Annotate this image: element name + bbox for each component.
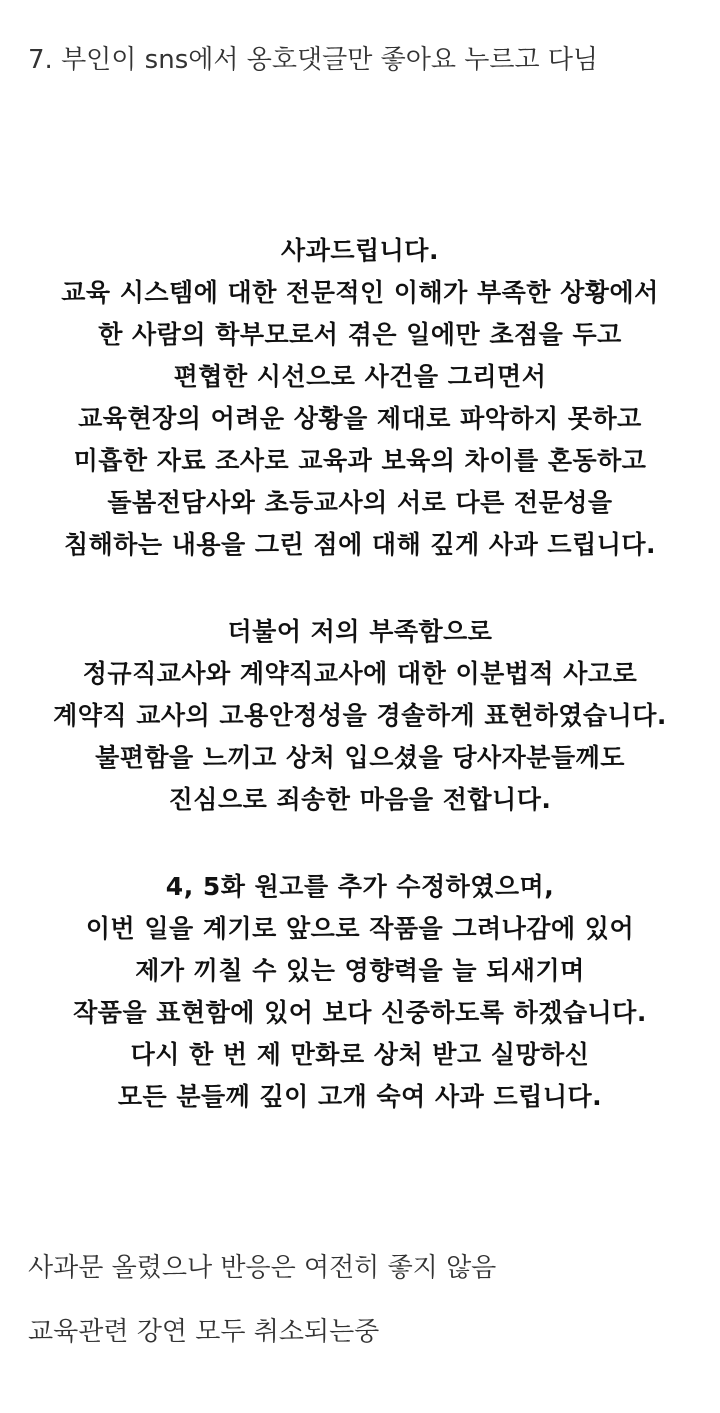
apology-line: 정규직교사와 계약직교사에 대한 이분법적 사고로 bbox=[82, 659, 638, 688]
apology-line: 편협한 시선으로 사건을 그리면서 bbox=[173, 362, 547, 391]
apology-statement-image bbox=[0, 200, 720, 1160]
apology-line: 한 사람의 학부모로서 겪은 일에만 초점을 두고 bbox=[98, 320, 622, 349]
apology-paragraph-3 bbox=[0, 866, 720, 1118]
apology-line: 모든 분들께 깊이 고개 숙여 사과 드립니다. bbox=[117, 1082, 603, 1111]
apology-line: 계약직 교사의 고용안정성을 경솔하게 표현하였습니다. bbox=[53, 701, 667, 730]
apology-line: 불편함을 느끼고 상처 입으셨을 당사자분들께도 bbox=[95, 743, 625, 772]
apology-line: 침해하는 내용을 그린 점에 대해 깊게 사과 드립니다. bbox=[63, 530, 657, 559]
apology-line: 더불어 저의 부족함으로 bbox=[227, 617, 493, 646]
apology-paragraph-2 bbox=[0, 611, 720, 821]
apology-line: 미흡한 자료 조사로 교육과 보육의 차이를 혼동하고 bbox=[73, 446, 647, 475]
post-heading: 7. 부인이 sns에서 옹호댓글만 좋아요 누르고 다님 bbox=[28, 45, 599, 75]
reaction-text: 교육관련 강연 모두 취소되는중 bbox=[28, 1317, 380, 1347]
apology-line: 다시 한 번 제 만화로 상처 받고 실망하신 bbox=[130, 1040, 590, 1069]
apology-line: 작품을 표현함에 있어 보다 신중하도록 하겠습니다. bbox=[73, 998, 647, 1027]
apology-line: 교육 시스템에 대한 전문적인 이해가 부족한 상황에서 bbox=[61, 278, 659, 307]
apology-line: 사과드립니다. bbox=[281, 236, 439, 265]
apology-statement-body bbox=[0, 230, 720, 1163]
apology-line: 진심으로 죄송한 마음을 전합니다. bbox=[168, 785, 552, 814]
apology-paragraph-1 bbox=[0, 230, 720, 566]
apology-line: 돌봄전담사와 초등교사의 서로 다른 전문성을 bbox=[107, 488, 613, 517]
apology-line: 교육현장의 어려운 상황을 제대로 파악하지 못하고 bbox=[78, 404, 642, 433]
apology-line: 이번 일을 계기로 앞으로 작품을 그려나감에 있어 bbox=[85, 914, 635, 943]
apology-line: 제가 끼칠 수 있는 영향력을 늘 되새기며 bbox=[135, 956, 585, 985]
apology-line: 4, 5화 원고를 추가 수정하였으며, bbox=[165, 872, 555, 901]
reaction-text: 사과문 올렸으나 반응은 여전히 좋지 않음 bbox=[28, 1253, 497, 1283]
